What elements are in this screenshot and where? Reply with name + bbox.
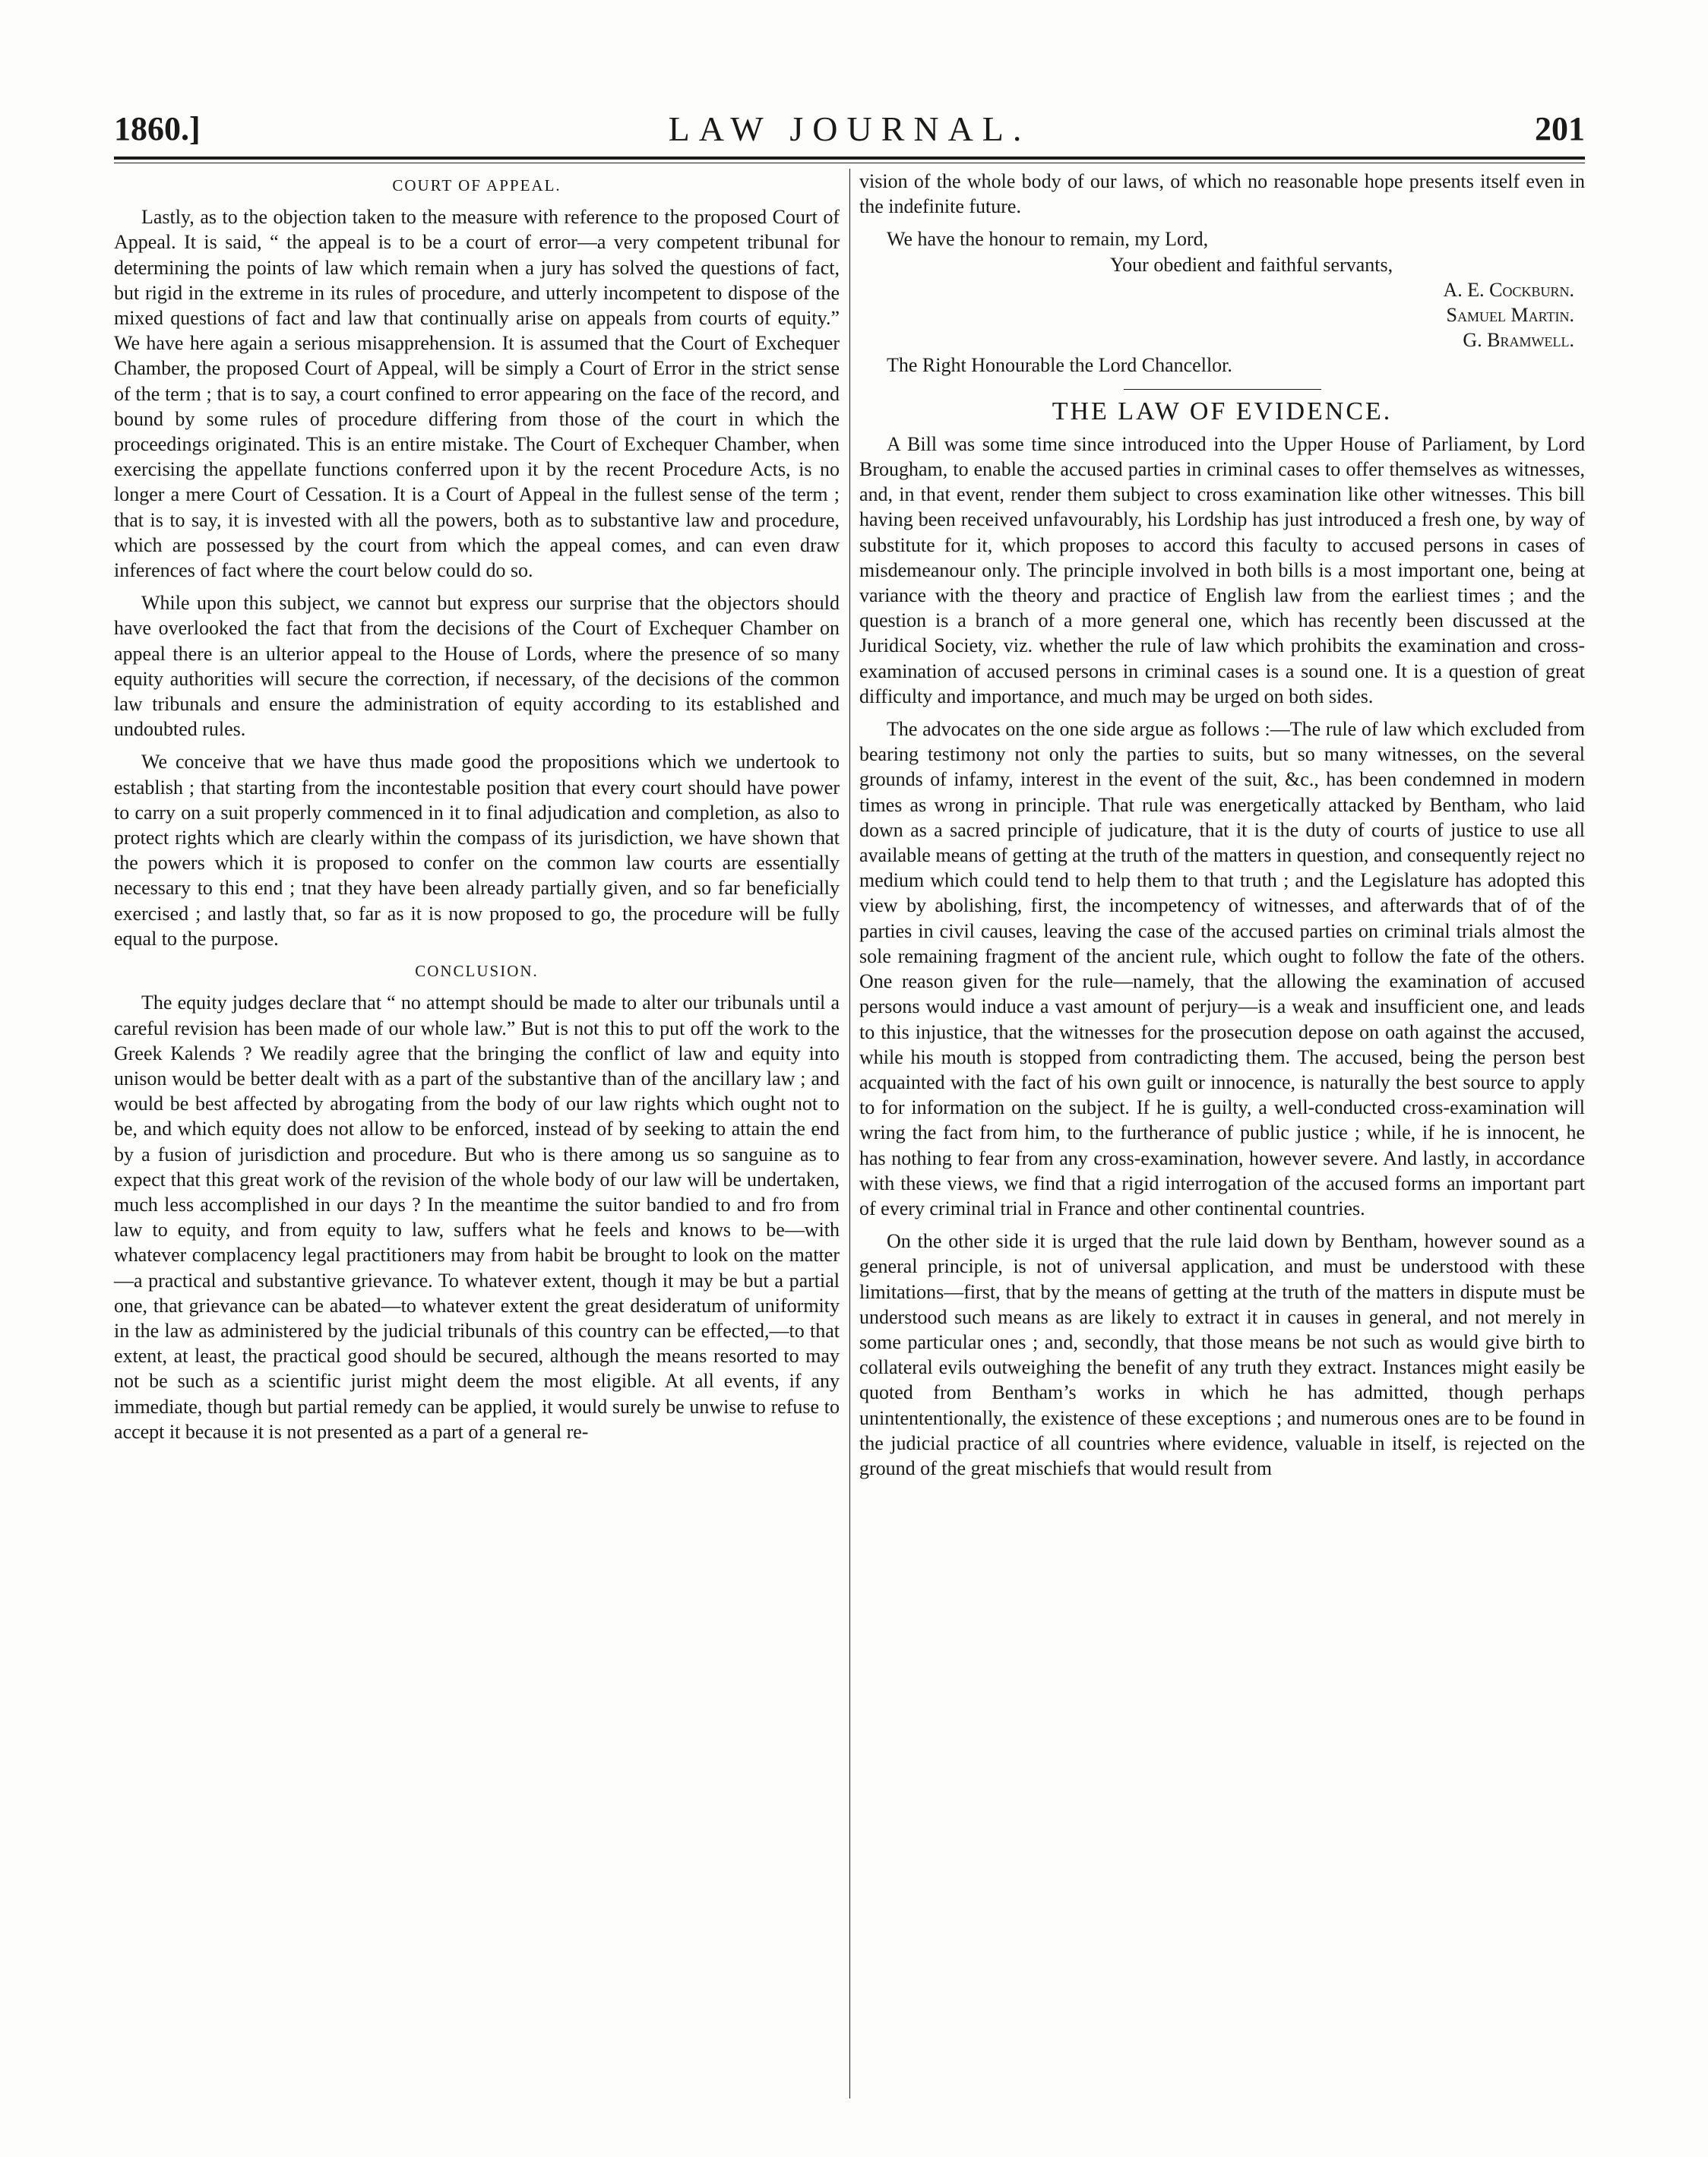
paragraph: A Bill was some time since introduced into the Upper House of Parliament, by Lord Brougham, to enable the accused parties in criminal cases to offer themselves as witnesses, and, in that event, render them subject to cross examination like other witnesses. This bill having been received unfavourably, his Lordship has just introduced a fresh one, by way of substitute for it, which proposes to accord this faculty to accused persons in cases of misdemeanour only. The principle involved in both bills is a most important one, being at variance with the theory and practice of English law from the earliest times ; and the question is a branch of a more general one, which has recently been discussed at the Juridical Society, viz. whether the rule of law which prohibits the examination and cross-examination of accused persons in criminal cases is a sound one. It is a question of great difficulty and importance, and much may be urged on both sides. bbox=[859, 432, 1585, 707]
running-header bbox=[114, 105, 1585, 153]
closing-line: Your obedient and faithful servants, bbox=[1110, 253, 1393, 276]
paragraph: The equity judges declare that “ no attempt should be made to alter our tribunals until a careful revision has been made of our whole law.” But is not this to put off the work to the Greek Kalends ? We readily agree that the bringing the conflict of law and equity into unison would be better dealt with as a part of the substantive than of the ancillary law ; and would be best affected by abrogating from the body of our law rights which ought not to be, and which equity does not allow to be enforced, instead of by seeking to attain the end by a fusion of jurisdiction and procedure. But who is there among us so sanguine as to expect that this great work of the revision of the whole body of our law will be undertaken, much less accomplished in our days ? In the meantime the suitor bandied to and fro from law to equity, and from equity to law, suffers what he feels and knows to be—with whatever complacency legal practitioners may from habit be brought to look on the matter—a practical and substantive grievance. To whatever extent, though it may be but a partial one, that grievance can be abated—to whatever extent the great desideratum of uniformity in the law as administered by the judicial tribunals of this country can be effected,—to that extent, at least, the practical good should be secured, although the means resorted to may not be such as a scientific jurist might deem the most eligible. At all events, if any immediate, though but partial remedy can be applied, it would surely be unwise to refuse to accept it because it is not presented as a part of a general re- bbox=[114, 992, 840, 1443]
signature: A. E. Cockburn. bbox=[1443, 278, 1574, 301]
signature: Samuel Martin. bbox=[1446, 304, 1574, 327]
section-heading-law-of-evidence: THE LAW OF EVIDENCE. bbox=[1052, 397, 1393, 425]
header-title: LAW JOURNAL. bbox=[668, 109, 1031, 148]
header-rule-thick bbox=[114, 157, 1585, 160]
header-year: 1860.] bbox=[114, 110, 201, 147]
addressee: The Right Honourable the Lord Chancellor. bbox=[887, 354, 1232, 377]
column-divider bbox=[849, 169, 850, 2098]
section-heading-court-of-appeal: COURT OF APPEAL. bbox=[392, 176, 561, 195]
paragraph: Lastly, as to the objection taken to the measure with reference to the proposed Court of Appeal. It is said, “ the appeal is to be a court of error—a very competent tribunal for determining the points of law which remain when a jury has solved the questions of fact, but rigid in the extreme in its rules of procedure, and utterly incompetent to dispose of the mixed questions of fact and law that continually arise on appeals from courts of equity.” We have here again a serious misapprehension. It is assumed that the Court of Exchequer Chamber, the proposed Court of Appeal, will be simply a Court of Error in the strict sense of the term ; that is to say, a court confined to error appearing on the face of the record, and bound by some rules of procedure differing from those of the court in which the proceedings originated. This is an entire mistake. The Court of Exchequer Chamber, when exercising the appellate functions conferred upon it by the recent Procedure Acts, is no longer a mere Court of Cessation. It is a Court of Appeal in the fullest sense of the term ; that is to say, it is invested with all the powers, both as to substantive law and procedure, which are possessed by the court from which the appeal comes, and can even draw inferences of fact where the court below could do so. bbox=[114, 206, 840, 582]
left-column bbox=[114, 169, 840, 1452]
page-number: 201 bbox=[1535, 110, 1585, 147]
paragraph: We conceive that we have thus made good the propositions which we undertook to establish ; that starting from the incontestable position that every court should have power to carry on a suit properly commenced in it to final adjudication and completion, as also to protect rights which are clearly within the compass of its jurisdiction, we have shown that the powers which it is proposed to confer on the common law courts are essentially necessary to this end ; tnat they have been already partially given, and so far beneficially exercised ; and lastly that, so far as it is now proposed to go, the procedure will be fully equal to the purpose. bbox=[114, 751, 840, 950]
paragraph-continuation: vision of the whole body of our laws, of which no reasonable hope presents itself even in the indefinite future. bbox=[859, 170, 1585, 218]
closing-line: We have the honour to remain, my Lord, bbox=[887, 228, 1209, 251]
paragraph: The advocates on the one side argue as follows :—The rule of law which excluded from bearing testimony not only the parties to suits, but so many witnesses, on the several grounds of infamy, interest in the event of the suit, &c., has been condemned in modern times as wrong in principle. That rule was energetically attacked by Bentham, who laid down as a sacred principle of judicature, that it is the duty of courts of justice to use all available means of getting at the truth of the matters in question, and consequently reject no medium which could tend to help them to that truth ; and the Legislature has adopted this view by abolishing, first, the incompetency of witnesses, and afterwards that of of the parties in civil causes, leaving the case of the accused parties on criminal trials almost the sole remaining fragment of the ancient rule, which ought to follow the fate of the others. One reason given for the rule—namely, that the allowing the examination of accused persons would induce a vast amount of perjury—is a weak and insufficient one, and leads to this injustice, that the witnesses for the prosecution depose on oath against the accused, while his mouth is stopped from contradicting them. The accused, being the person best acquainted with the fact of his own guilt or innocence, is naturally the best source to apply to for information on the subject. If he is guilty, a well-conducted cross-examination will wring the fact from him, to the furtherance of public justice ; while, if he is innocent, he has nothing to fear from any cross-examination, however severe. And lastly, in accordance with these views, we find that a rigid interrogation of the accused forms an important part of every criminal trial in France and other continental countries. bbox=[859, 718, 1585, 1219]
signature: G. Bramwell. bbox=[1463, 329, 1574, 352]
section-heading-conclusion: CONCLUSION. bbox=[415, 962, 539, 981]
paragraph: On the other side it is urged that the rule laid down by Bentham, however sound as a general principle, is not of universal application, and must be understood with these limitations—first, that by the means of getting at the truth of the matters in dispute must be understood such means as are likely to extract it in causes in general, and not merely in some particular ones ; and, secondly, that those means be not such as would give birth to collateral evils outweighing the benefit of any truth they extract. Instances might easily be quoted from Bentham’s works in which he has admitted, though perhaps unintententionally, the existence of these exceptions ; and numerous ones are to be found in the judicial practice of all countries where evidence, valuable in itself, is rejected on the ground of the great mischiefs that would result from bbox=[859, 1230, 1585, 1479]
paragraph: While upon this subject, we cannot but express our surprise that the objectors should have overlooked the fact that from the decisions of the Court of Exchequer Chamber on appeal there is an ulterior appeal to the House of Lords, where the presence of so many equity authorities will secure the correction, if necessary, of the decisions of the common law tribunals and ensure the administration of equity according to its established and undoubted rules. bbox=[114, 592, 840, 741]
separator-rule bbox=[1124, 389, 1321, 390]
right-column bbox=[859, 169, 1585, 1488]
